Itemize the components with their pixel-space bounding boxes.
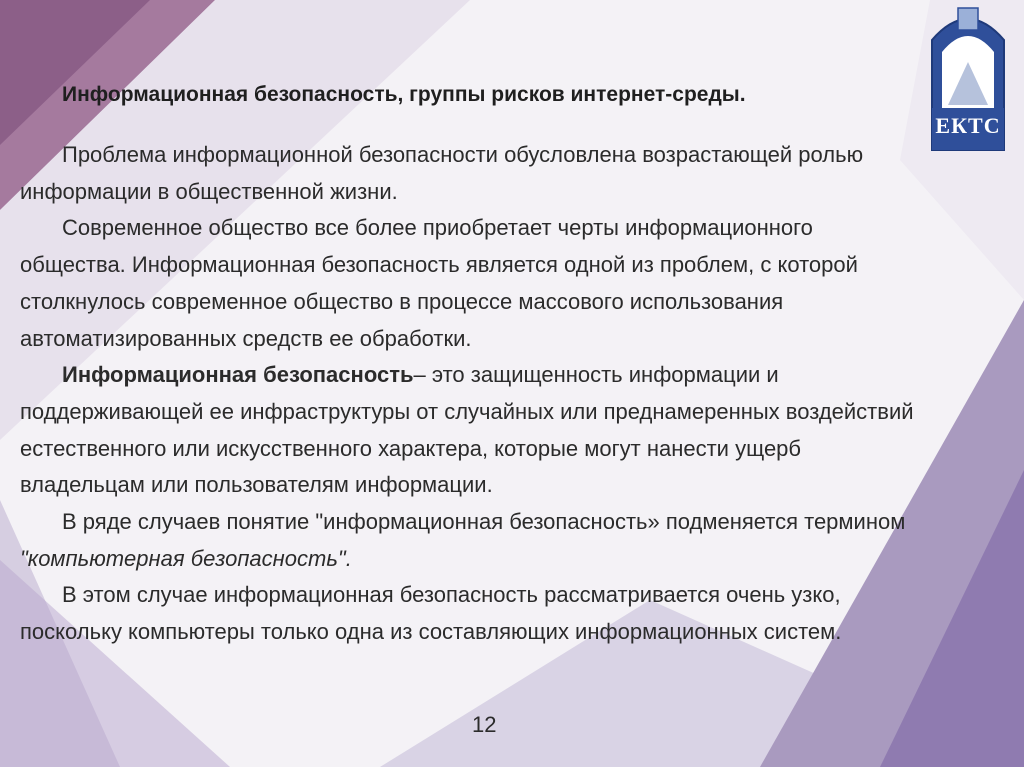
paragraph-4-text: В ряде случаев понятие "информационная безопасность» подменяется термином	[62, 509, 906, 535]
paragraph-3	[20, 357, 920, 504]
ektc-logo	[928, 0, 1008, 152]
paragraph-4	[20, 504, 920, 577]
paragraph-5	[20, 577, 920, 650]
paragraph-1	[20, 137, 920, 210]
slide-content	[20, 80, 920, 651]
paragraph-1-text: Проблема информационной безопасности обусловлена возрастающей ролью информации в общественной жизни.	[20, 142, 864, 204]
logo-text: ЕКТС	[935, 113, 1001, 138]
definition-term: Информационная безопасность	[62, 362, 414, 388]
slide-title: Информационная безопасность, группы рисков интернет-среды.	[62, 83, 746, 106]
paragraph-3-text: – это защищенность информации и поддерживающей ее инфраструктуры от случайных или преднамеренных воздействий естественного или искусственного характера, которые могут нанести ущерб владельцам или пользователям информации.	[20, 362, 914, 498]
paragraph-2	[20, 210, 920, 357]
paragraph-4-italic: "компьютерная безопасность".	[20, 545, 352, 571]
paragraph-5-text: В этом случае информационная безопасность рассматривается очень узко, поскольку компьютеры только одна из составляющих информационных систем.	[20, 582, 842, 645]
paragraph-2-text: Современное общество все более приобретает черты информационного общества. Информационная безопасность является одной из проблем, с которой столкнулось современное общество в процессе массового использования автоматизированных средств ее обработки.	[20, 215, 858, 351]
page-number: 12	[472, 712, 497, 737]
